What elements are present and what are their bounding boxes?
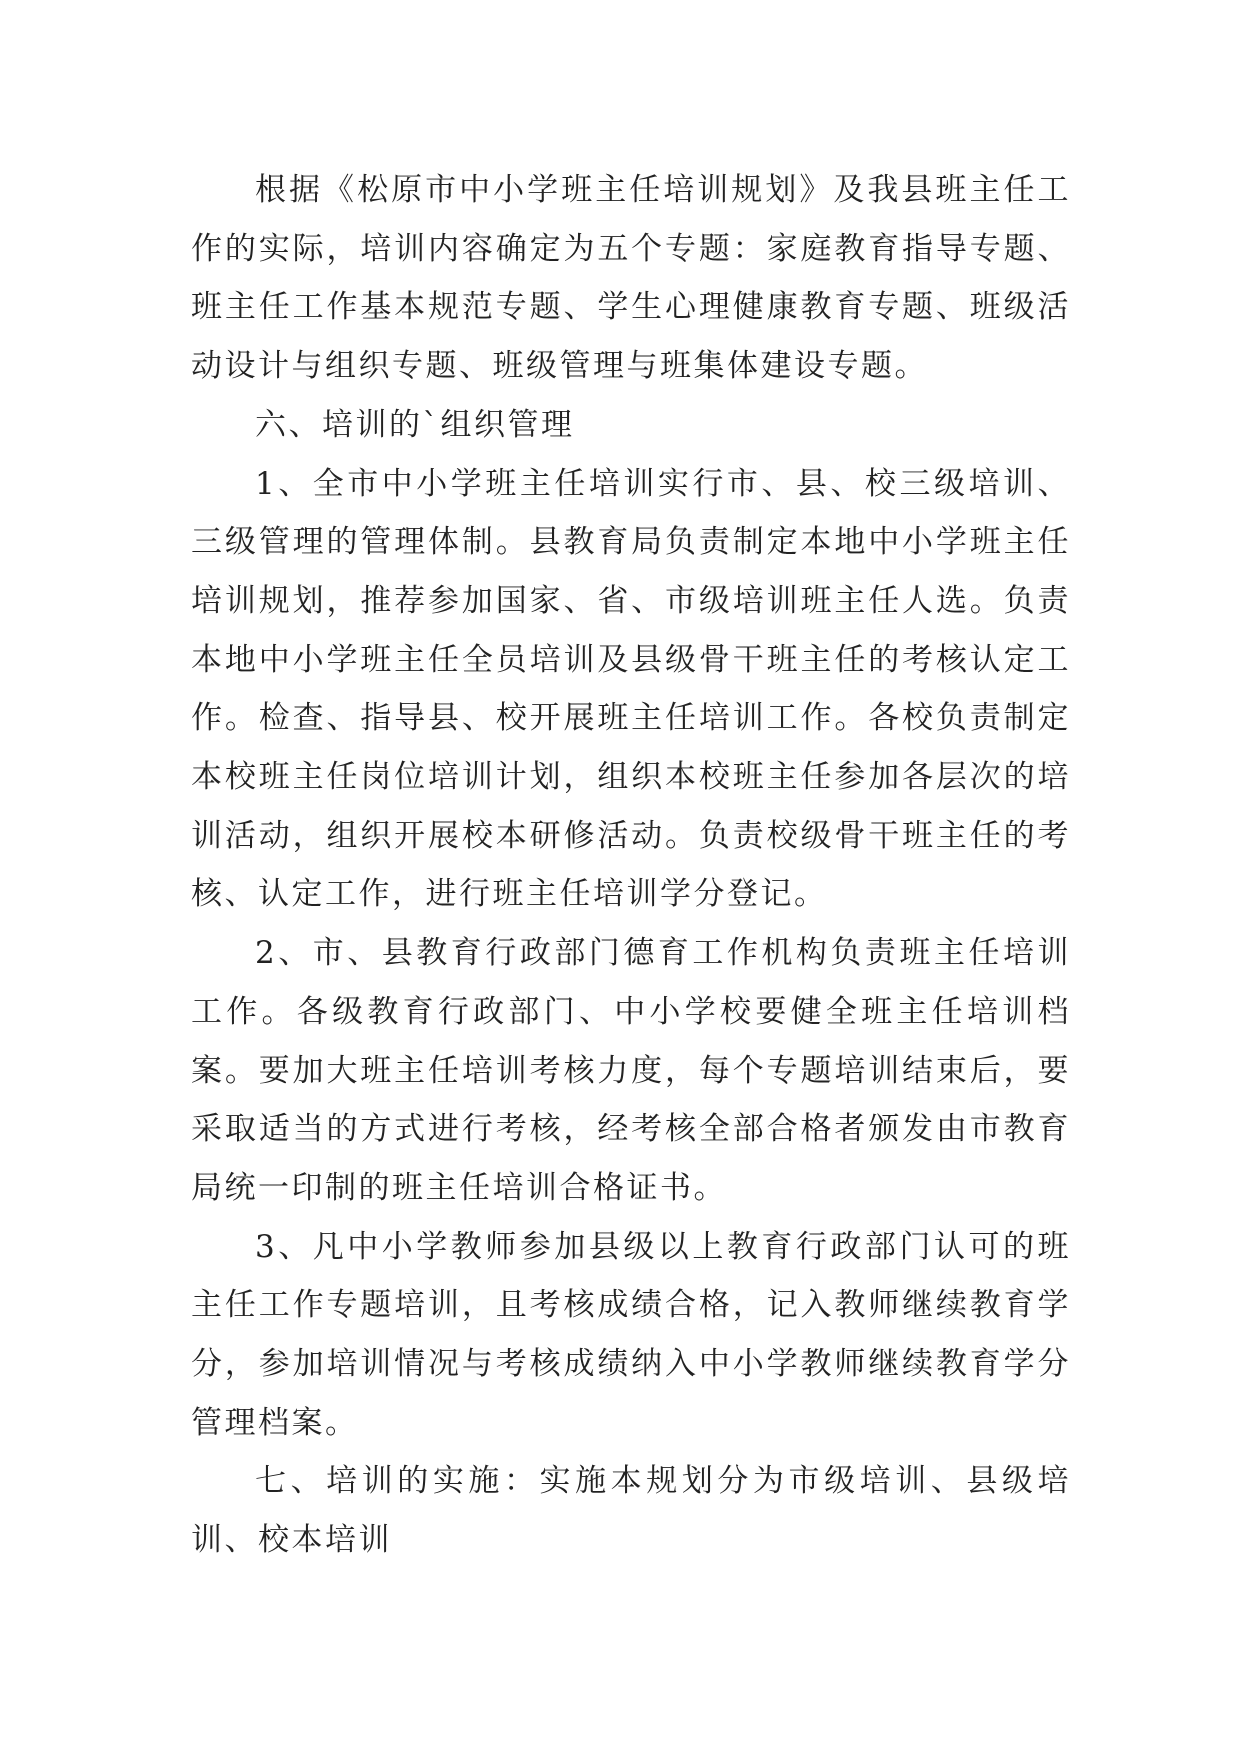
paragraph-item-3: 3、凡中小学教师参加县级以上教育行政部门认可的班主任工作专题培训，且考核成绩合格，记入教师继续教育学分，参加培训情况与考核成绩纳入中小学教师继续教育学分管理档案。	[191, 1228, 1071, 1441]
paragraph-item-1: 1、全市中小学班主任培训实行市、县、校三级培训、三级管理的管理体制。县教育局负责制定本地中小学班主任培训规划，推荐参加国家、省、市级培训班主任人选。负责本地中小学班主任全员培训及县级骨干班主任的考核认定工作。检查、指导县、校开展班主任培训工作。各校负责制定本校班主任岗位培训计划，组织本校班主任参加各层次的培训活动，组织开展校本研修活动。负责校级骨干班主任的考核、认定工作，进行班主任培训学分登记。	[191, 465, 1071, 913]
heading-training-implementation: 七、培训的实施：实施本规划分为市级培训、县级培训、校本培训	[191, 1463, 1071, 1559]
paragraph-training-content: 根据《松原市中小学班主任培训规划》及我县班主任工作的实际，培训内容确定为五个专题：家庭教育指导专题、班主任工作基本规范专题、学生心理健康教育专题、班级活动设计与组织专题、班级管理与班集体建设专题。	[191, 172, 1071, 385]
heading-organization-management: 六、培训的`组织管理	[255, 406, 575, 443]
paragraph-item-2: 2、市、县教育行政部门德育工作机构负责班主任培训工作。各级教育行政部门、中小学校要健全班主任培训档案。要加大班主任培训考核力度，每个专题培训结束后，要采取适当的方式进行考核，经考核全部合格者颁发由市教育局统一印制的班主任培训合格证书。	[191, 935, 1071, 1206]
document-body	[191, 161, 1071, 1570]
